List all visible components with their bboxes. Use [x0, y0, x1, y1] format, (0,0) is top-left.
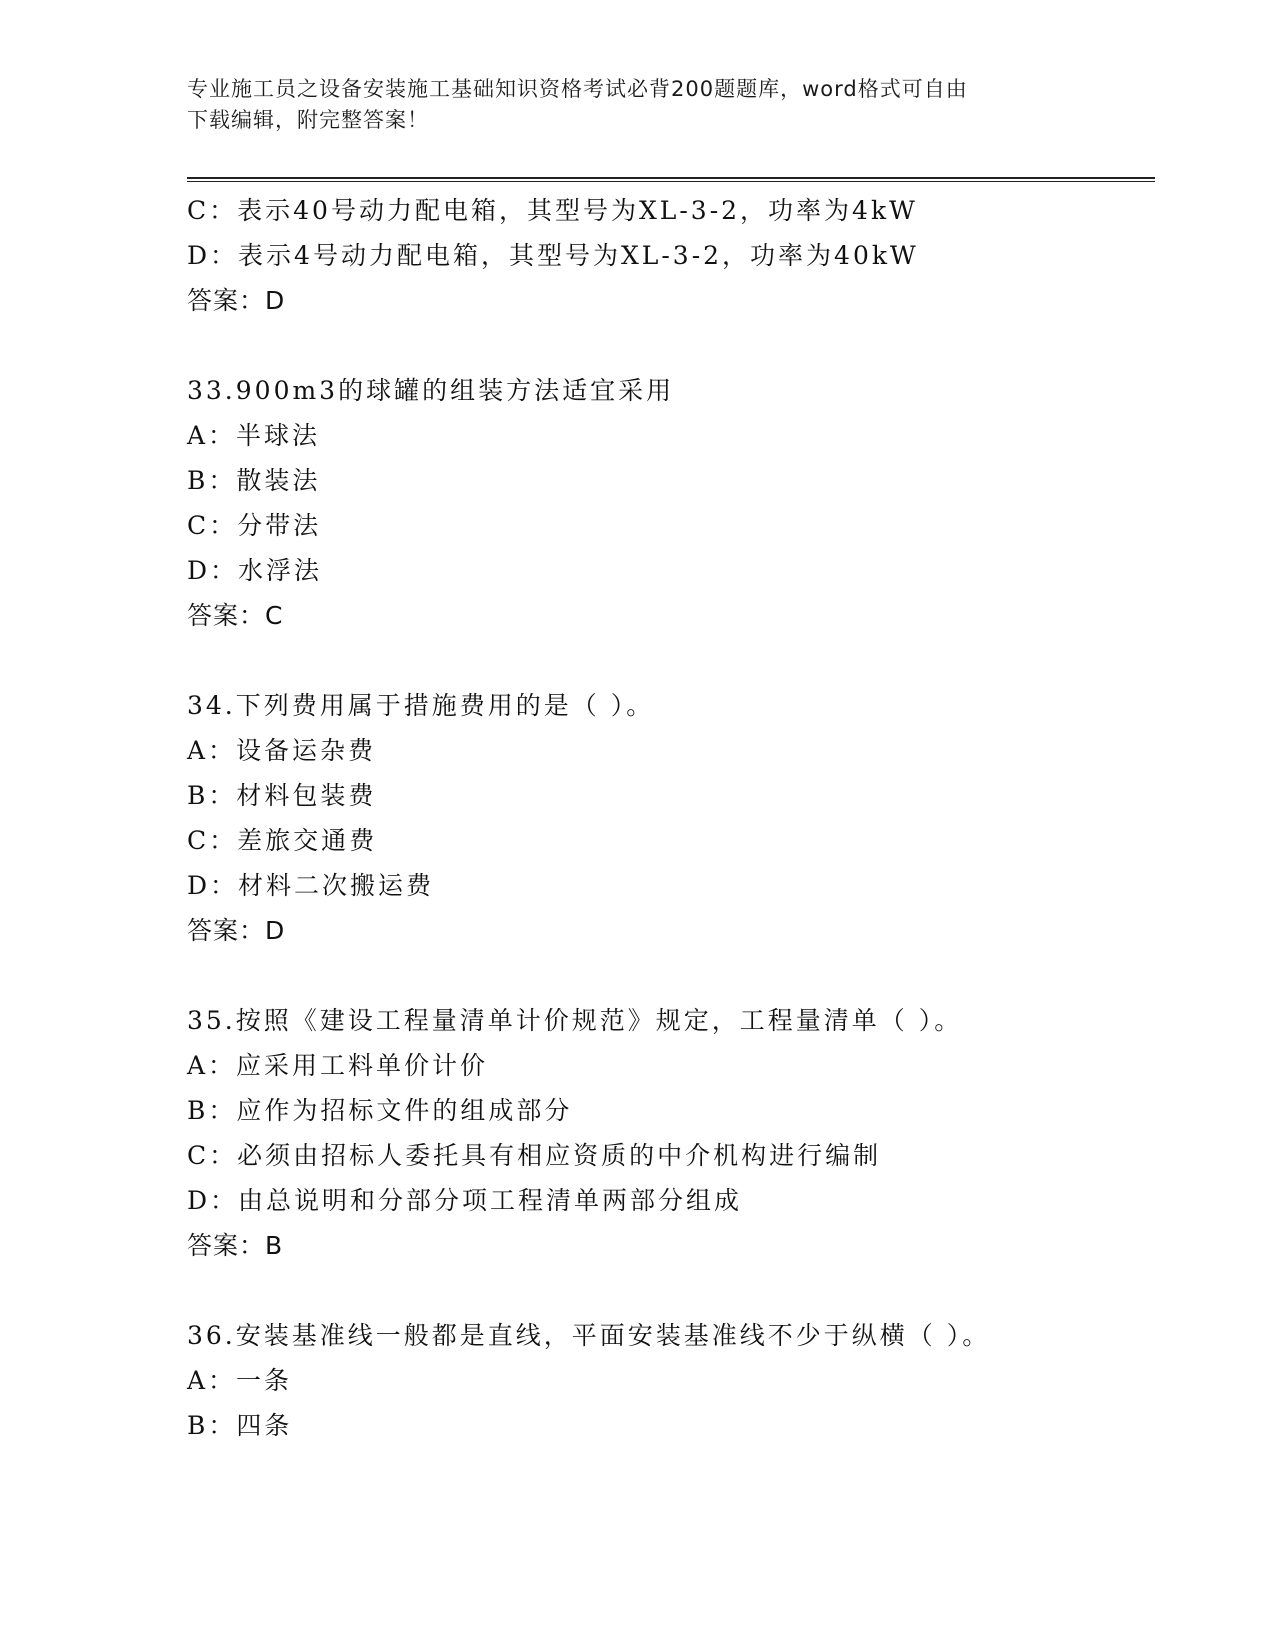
question-stem: 33.900m3的球罐的组装方法适宜采用	[187, 376, 675, 405]
option-c: C：分带法	[187, 511, 322, 540]
header-line-1: 专业施工员之设备安装施工基础知识资格考试必背200题题库，word格式可自由	[187, 77, 968, 101]
question-list	[187, 188, 1147, 1448]
question-35	[187, 998, 1147, 1268]
document-header	[187, 74, 1087, 136]
option-d: D：水浮法	[187, 556, 323, 585]
option-a: A：设备运杂费	[187, 736, 377, 765]
header-divider-thick	[187, 177, 1155, 179]
option-a: A：一条	[187, 1366, 293, 1395]
option-b: B：应作为招标文件的组成部分	[187, 1096, 573, 1125]
option-c: C：表示40号动力配电箱，其型号为XL-3-2，功率为4kW	[187, 196, 918, 225]
option-c: C：必须由招标人委托具有相应资质的中介机构进行编制	[187, 1141, 882, 1170]
option-b: B：散装法	[187, 466, 321, 495]
question-36	[187, 1313, 1147, 1448]
header-divider-thin	[187, 181, 1155, 182]
option-d: D：材料二次搬运费	[187, 871, 435, 900]
option-d: D：由总说明和分部分项工程清单两部分组成	[187, 1186, 743, 1215]
answer-line: 答案：D	[187, 916, 286, 945]
option-a: A：应采用工料单价计价	[187, 1051, 489, 1080]
header-line-2: 下载编辑，附完整答案！	[187, 108, 429, 132]
option-a: A：半球法	[187, 421, 321, 450]
answer-line: 答案：B	[187, 1231, 284, 1260]
option-b: B：四条	[187, 1411, 293, 1440]
question-stem: 34.下列费用属于措施费用的是（ ）。	[187, 691, 655, 720]
option-b: B：材料包装费	[187, 781, 377, 810]
question-34	[187, 683, 1147, 953]
option-d: D：表示4号动力配电箱，其型号为XL-3-2，功率为40kW	[187, 241, 919, 270]
question-continuation	[187, 188, 1147, 323]
question-stem: 36.安装基准线一般都是直线，平面安装基准线不少于纵横（ ）。	[187, 1321, 991, 1350]
question-33	[187, 368, 1147, 638]
question-stem: 35.按照《建设工程量清单计价规范》规定，工程量清单（ ）。	[187, 1006, 963, 1035]
answer-line: 答案：D	[187, 286, 286, 315]
answer-line: 答案：C	[187, 601, 284, 630]
option-c: C：差旅交通费	[187, 826, 378, 855]
